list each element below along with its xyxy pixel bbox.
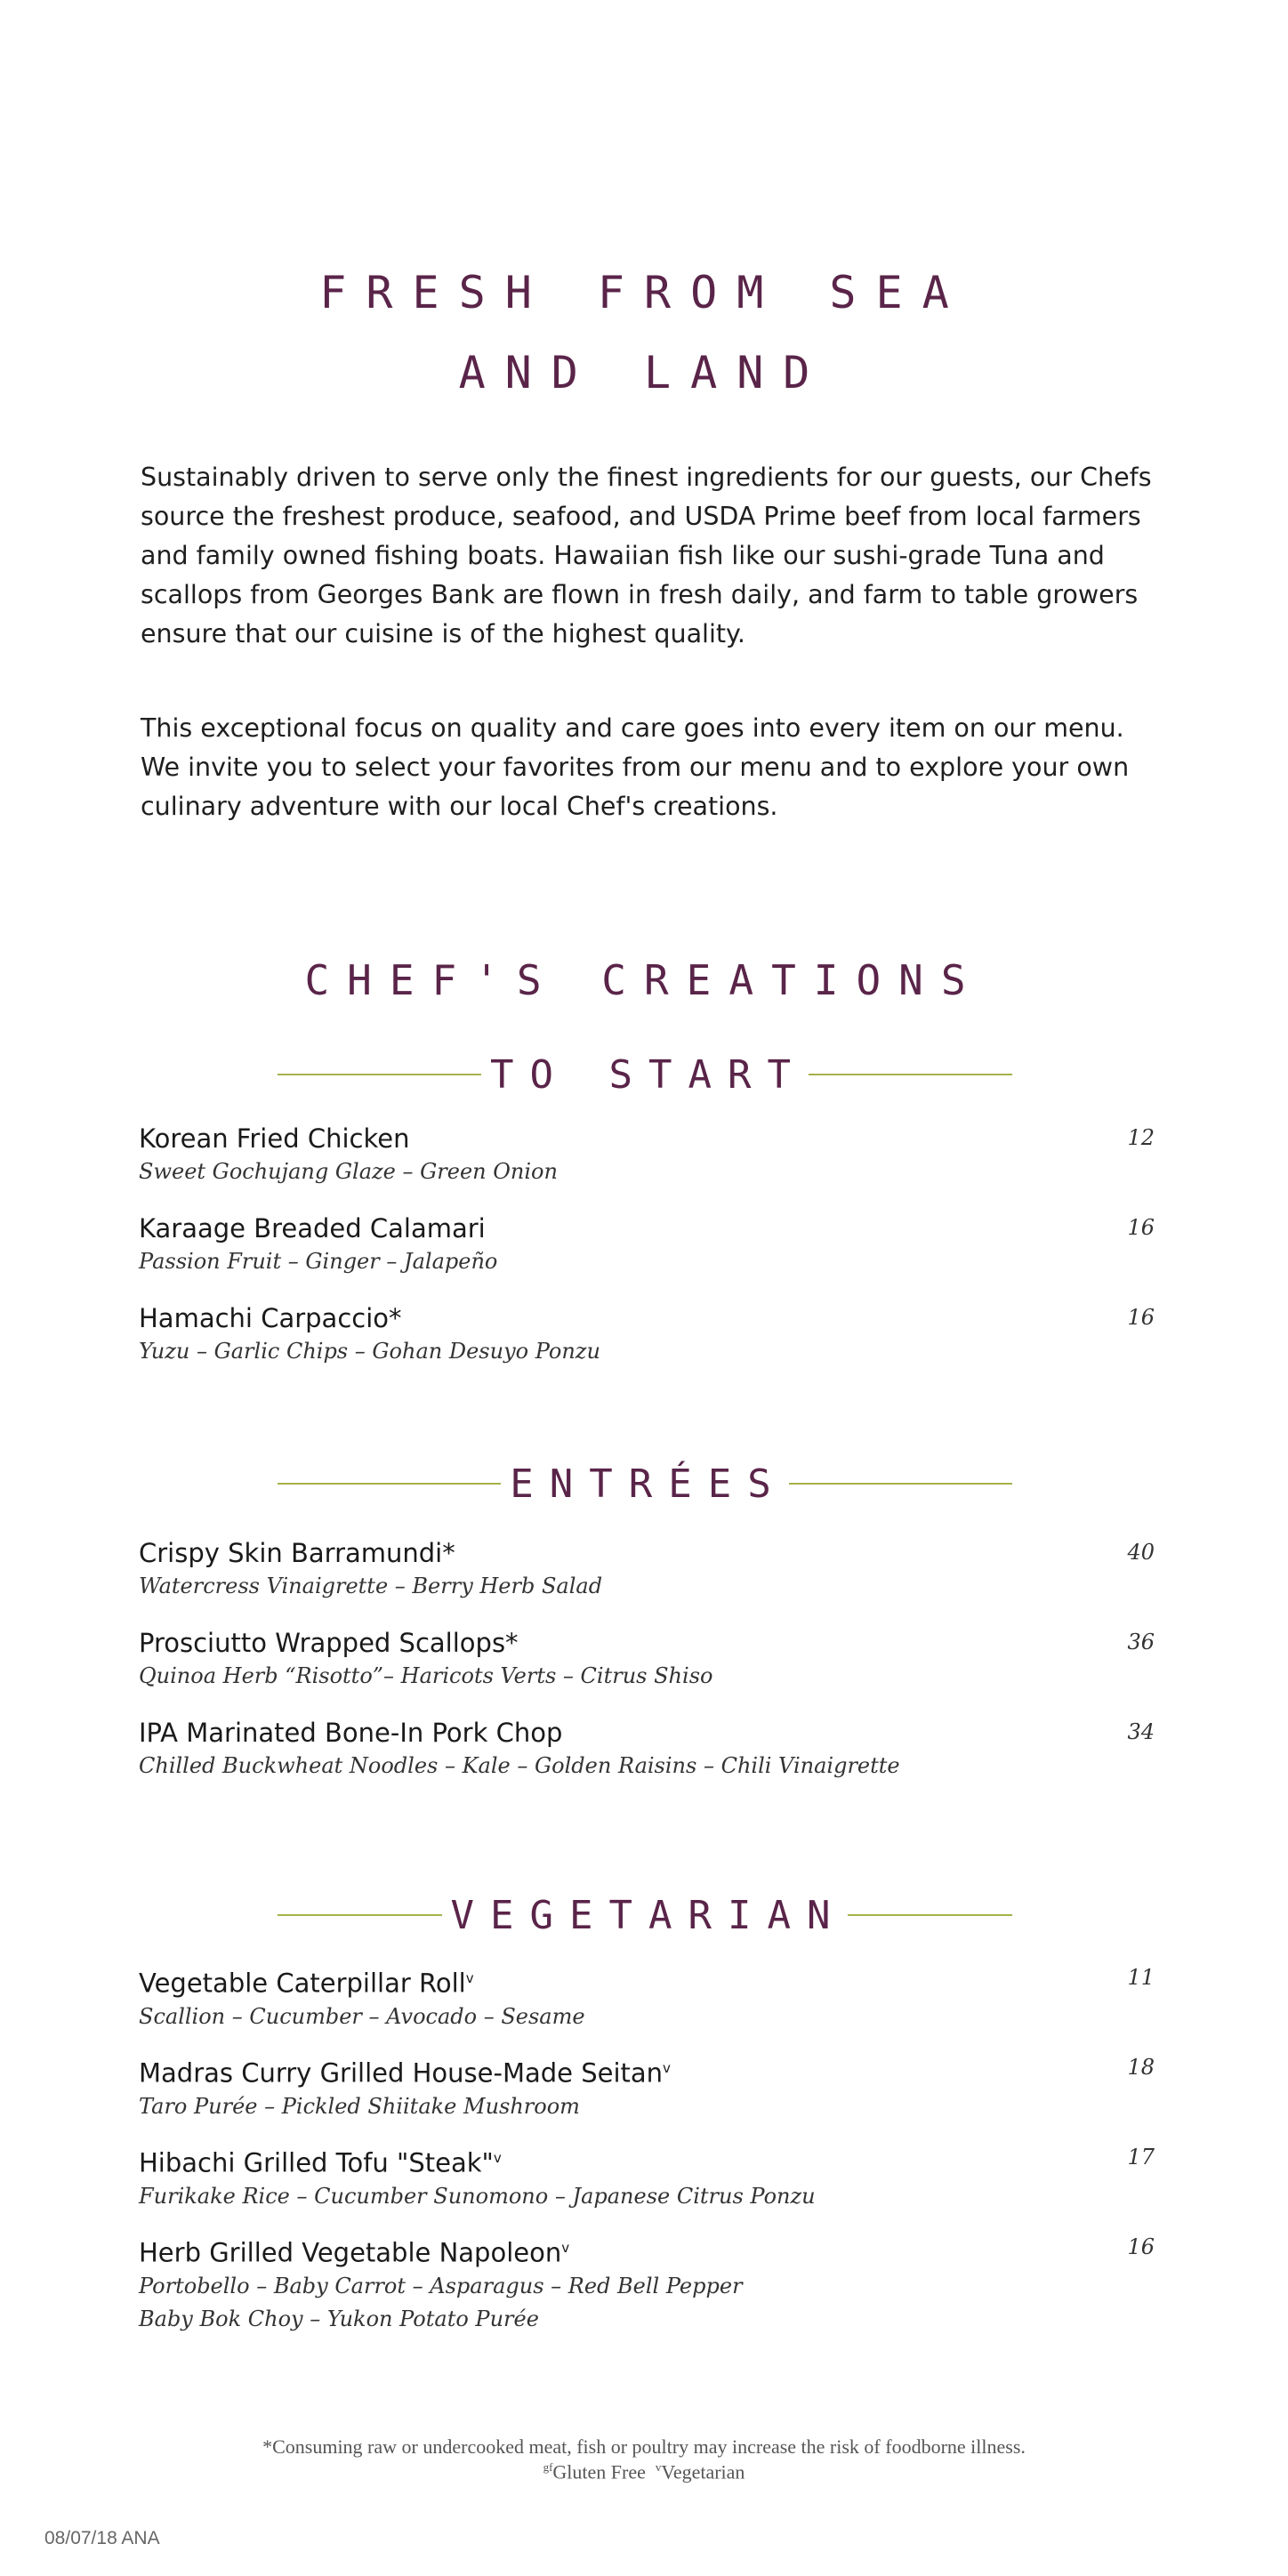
vegetarian-mark: v	[493, 2150, 502, 2166]
menu-item-name: IPA Marinated Bone-In Pork Chop	[139, 1718, 563, 1748]
menu-item	[139, 1961, 1155, 2033]
menu-item-name: Crispy Skin Barramundi*	[139, 1538, 455, 1568]
menu-item-description: Sweet Gochujang Glaze – Green Onion	[139, 1159, 558, 1184]
menu-item	[139, 1626, 1155, 1693]
menu-item	[139, 2051, 1155, 2123]
menu-item-name-text: Herb Grilled Vegetable Napoleon	[139, 2237, 562, 2268]
menu-item-description: Portobello – Baby Carrot – Asparagus – Red Bell Pepper	[139, 2273, 743, 2298]
menu-item-name	[139, 2051, 1155, 2090]
divider-line	[278, 1483, 501, 1485]
menu-item	[139, 1212, 1155, 1278]
menu-title: CHEF'S CREATIONS	[304, 956, 984, 1004]
menu-item-name: Korean Fried Chicken	[139, 1123, 410, 1154]
page-title-line-1: FRESH FROM SEA	[319, 267, 969, 318]
menu-item-name-text: Hibachi Grilled Tofu "Steak"	[139, 2147, 494, 2178]
menu-item-price: 18	[1127, 2055, 1155, 2080]
menu-item-description: Passion Fruit – Ginger – Jalapeño	[139, 1249, 498, 1274]
gluten-free-mark: gf	[543, 2460, 553, 2474]
section-heading-label: TO START	[490, 1051, 807, 1098]
menu-item-price: 16	[1127, 2234, 1155, 2259]
divider-line	[278, 1074, 481, 1075]
menu-item-price: 16	[1127, 1305, 1155, 1330]
intro-paragraph-1: Sustainably driven to serve only the finest ingredients for our guests, our Chefs source the freshest produce, seafood, and USDA Prime beef from local farmers and family owned fishing boats. Hawaiian fish like our sushi-grade Tuna and scallops from Georges Bank are flown in fresh daily, and farm to table growers ensure that our cuisine is of the highest quality.	[141, 463, 1152, 648]
vegetarian-label: Vegetarian	[661, 2460, 745, 2483]
divider-line	[848, 1914, 1012, 1916]
vegetarian-mark: v	[561, 2240, 570, 2256]
section-heading-to-start	[278, 1052, 1012, 1097]
menu-item-description: Taro Purée – Pickled Shiitake Mushroom	[139, 2093, 580, 2119]
vegetarian-mark: v	[655, 2460, 662, 2474]
menu-item-name	[139, 2231, 1155, 2270]
section-heading-entrees	[278, 1461, 1012, 1506]
menu-item-description: Quinoa Herb “Risotto”– Haricots Verts – Citrus Shiso	[139, 1663, 713, 1688]
raw-food-warning: *Consuming raw or undercooked meat, fish or poultry may increase the risk of foodborne illness.	[262, 2435, 1026, 2458]
menu-item-price: 17	[1127, 2145, 1155, 2169]
divider-line	[809, 1074, 1012, 1075]
menu-item-price: 40	[1127, 1540, 1155, 1565]
menu-item	[139, 2141, 1155, 2213]
menu-item-name-text: Madras Curry Grilled House-Made Seitan	[139, 2057, 664, 2089]
menu-item-name: Prosciutto Wrapped Scallops*	[139, 1628, 519, 1658]
menu-item-description: Scallion – Cucumber – Avocado – Sesame	[139, 2003, 585, 2029]
menu-item-price: 34	[1127, 1719, 1155, 1744]
menu-item-name-text: Vegetable Caterpillar Roll	[139, 1968, 466, 1999]
menu-item	[139, 1122, 1155, 1188]
menu-item	[139, 1716, 1155, 1783]
menu-item	[139, 1536, 1155, 1603]
menu-item-price: 12	[1127, 1125, 1155, 1150]
menu-item	[139, 2231, 1155, 2336]
dietary-legend	[0, 2460, 1288, 2483]
menu-item-price: 36	[1127, 1630, 1155, 1654]
menu-item-name: Karaage Breaded Calamari	[139, 1213, 486, 1244]
divider-line	[789, 1483, 1012, 1485]
section-heading-vegetarian	[278, 1893, 1012, 1937]
divider-line	[278, 1914, 442, 1916]
section-heading-label: VEGETARIAN	[450, 1892, 847, 1938]
menu-item-description: Yuzu – Garlic Chips – Gohan Desuyo Ponzu	[139, 1339, 600, 1364]
vegetarian-mark: v	[465, 1970, 474, 1986]
menu-item-description: Chilled Buckwheat Noodles – Kale – Golden Raisins – Chili Vinaigrette	[139, 1753, 900, 1778]
section-heading-label: ENTRÉES	[510, 1461, 787, 1507]
menu-item-price: 11	[1127, 1965, 1155, 1990]
menu-item-description: Baby Bok Choy – Yukon Potato Purée	[139, 2306, 539, 2331]
gluten-free-label: Gluten Free	[552, 2460, 646, 2483]
document-code: 08/07/18 ANA	[44, 2528, 160, 2548]
menu-item-price: 16	[1127, 1215, 1155, 1240]
vegetarian-mark: v	[663, 2060, 671, 2076]
page-title-line-2: AND LAND	[458, 347, 830, 398]
intro-paragraph-2: This exceptional focus on quality and care goes into every item on our menu. We invite you to select your favorites from our menu and to explore your own culinary adventure with our local Chef's creations.	[141, 713, 1130, 821]
menu-item-description: Furikake Rice – Cucumber Sunomono – Japanese Citrus Ponzu	[139, 2183, 816, 2209]
menu-item-name	[139, 1961, 1155, 2000]
menu-item-description: Watercress Vinaigrette – Berry Herb Salad	[139, 1574, 603, 1598]
menu-item-name	[139, 2141, 1155, 2180]
menu-item	[139, 1301, 1155, 1368]
menu-item-name: Hamachi Carpaccio*	[139, 1303, 402, 1333]
